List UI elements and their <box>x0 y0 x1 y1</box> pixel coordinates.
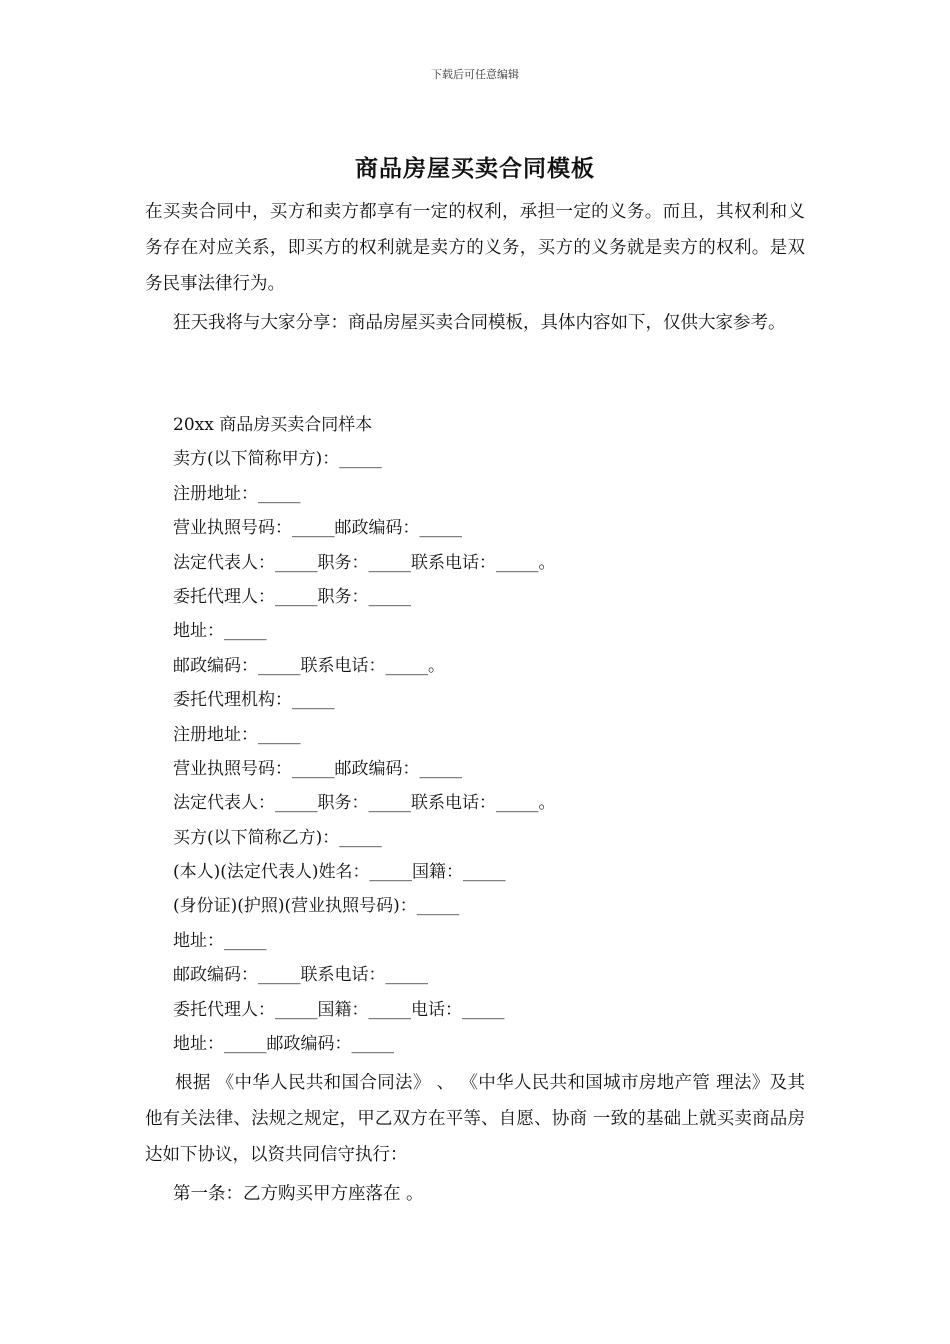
form-line-buyer-name-nationality: (本人)(法定代表人)姓名：_____国籍：_____ <box>173 862 506 883</box>
intro-share-paragraph: 狂天我将与大家分享：商品房屋买卖合同模板，具体内容如下，仅供大家参考。 <box>173 313 786 333</box>
form-line-buyer: 买方(以下简称乙方)：_____ <box>173 827 382 848</box>
form-line-agency-license-postcode: 营业执照号码：_____邮政编码：_____ <box>173 758 462 779</box>
form-line-license-postcode: 营业执照号码：_____邮政编码：_____ <box>173 518 462 539</box>
contract-party-fields <box>173 408 803 1061</box>
form-line-buyer-postcode-phone: 邮政编码：_____联系电话：_____ <box>173 965 428 986</box>
form-line-agent: 委托代理人：_____职务：_____ <box>173 586 411 607</box>
form-line-buyer-agent-address: 地址：_____邮政编码：_____ <box>173 1034 394 1055</box>
form-line-registered-address: 注册地址：_____ <box>173 483 301 504</box>
form-line-sample-title: 20xx 商品房买卖合同样本 <box>173 415 373 435</box>
form-line-seller: 卖方(以下简称甲方)：_____ <box>173 449 382 470</box>
intro-paragraph: 在买卖合同中，买方和卖方都享有一定的权利，承担一定的义务。而且，其权利和义务存在对应关系，即买方的权利就是卖方的义务，买方的义务就是卖方的权利。是双务民事法律行为。 <box>145 202 805 294</box>
form-line-agency-legal-rep: 法定代表人：_____职务：_____联系电话：_____。 <box>173 793 556 814</box>
page-header-note: 下载后可任意编辑 <box>431 68 519 81</box>
form-line-postcode-phone: 邮政编码：_____联系电话：_____。 <box>173 655 445 676</box>
document-title: 商品房屋买卖合同模板 <box>355 155 595 182</box>
form-line-address: 地址：_____ <box>173 621 267 642</box>
legal-basis-paragraph: 根据 《中华人民共和国合同法》 、 《中华人民共和国城市房地产管 理法》及其他有关法律、法规之规定，甲乙双方在平等、自愿、协商 一致的基础上就买卖商品房达如下协议，以资共同信守执行： <box>145 1073 805 1165</box>
form-line-agency: 委托代理机构：_____ <box>173 690 335 711</box>
form-line-buyer-id: (身份证)(护照)(营业执照号码)：_____ <box>173 896 460 917</box>
form-line-agency-registered-address: 注册地址：_____ <box>173 724 301 745</box>
form-line-buyer-address: 地址：_____ <box>173 930 267 951</box>
form-line-legal-rep: 法定代表人：_____职务：_____联系电话：_____。 <box>173 552 556 573</box>
form-line-buyer-agent: 委托代理人：_____国籍：_____电话：_____ <box>173 999 505 1020</box>
article-one: 第一条：乙方购买甲方座落在 。 <box>173 1184 424 1204</box>
